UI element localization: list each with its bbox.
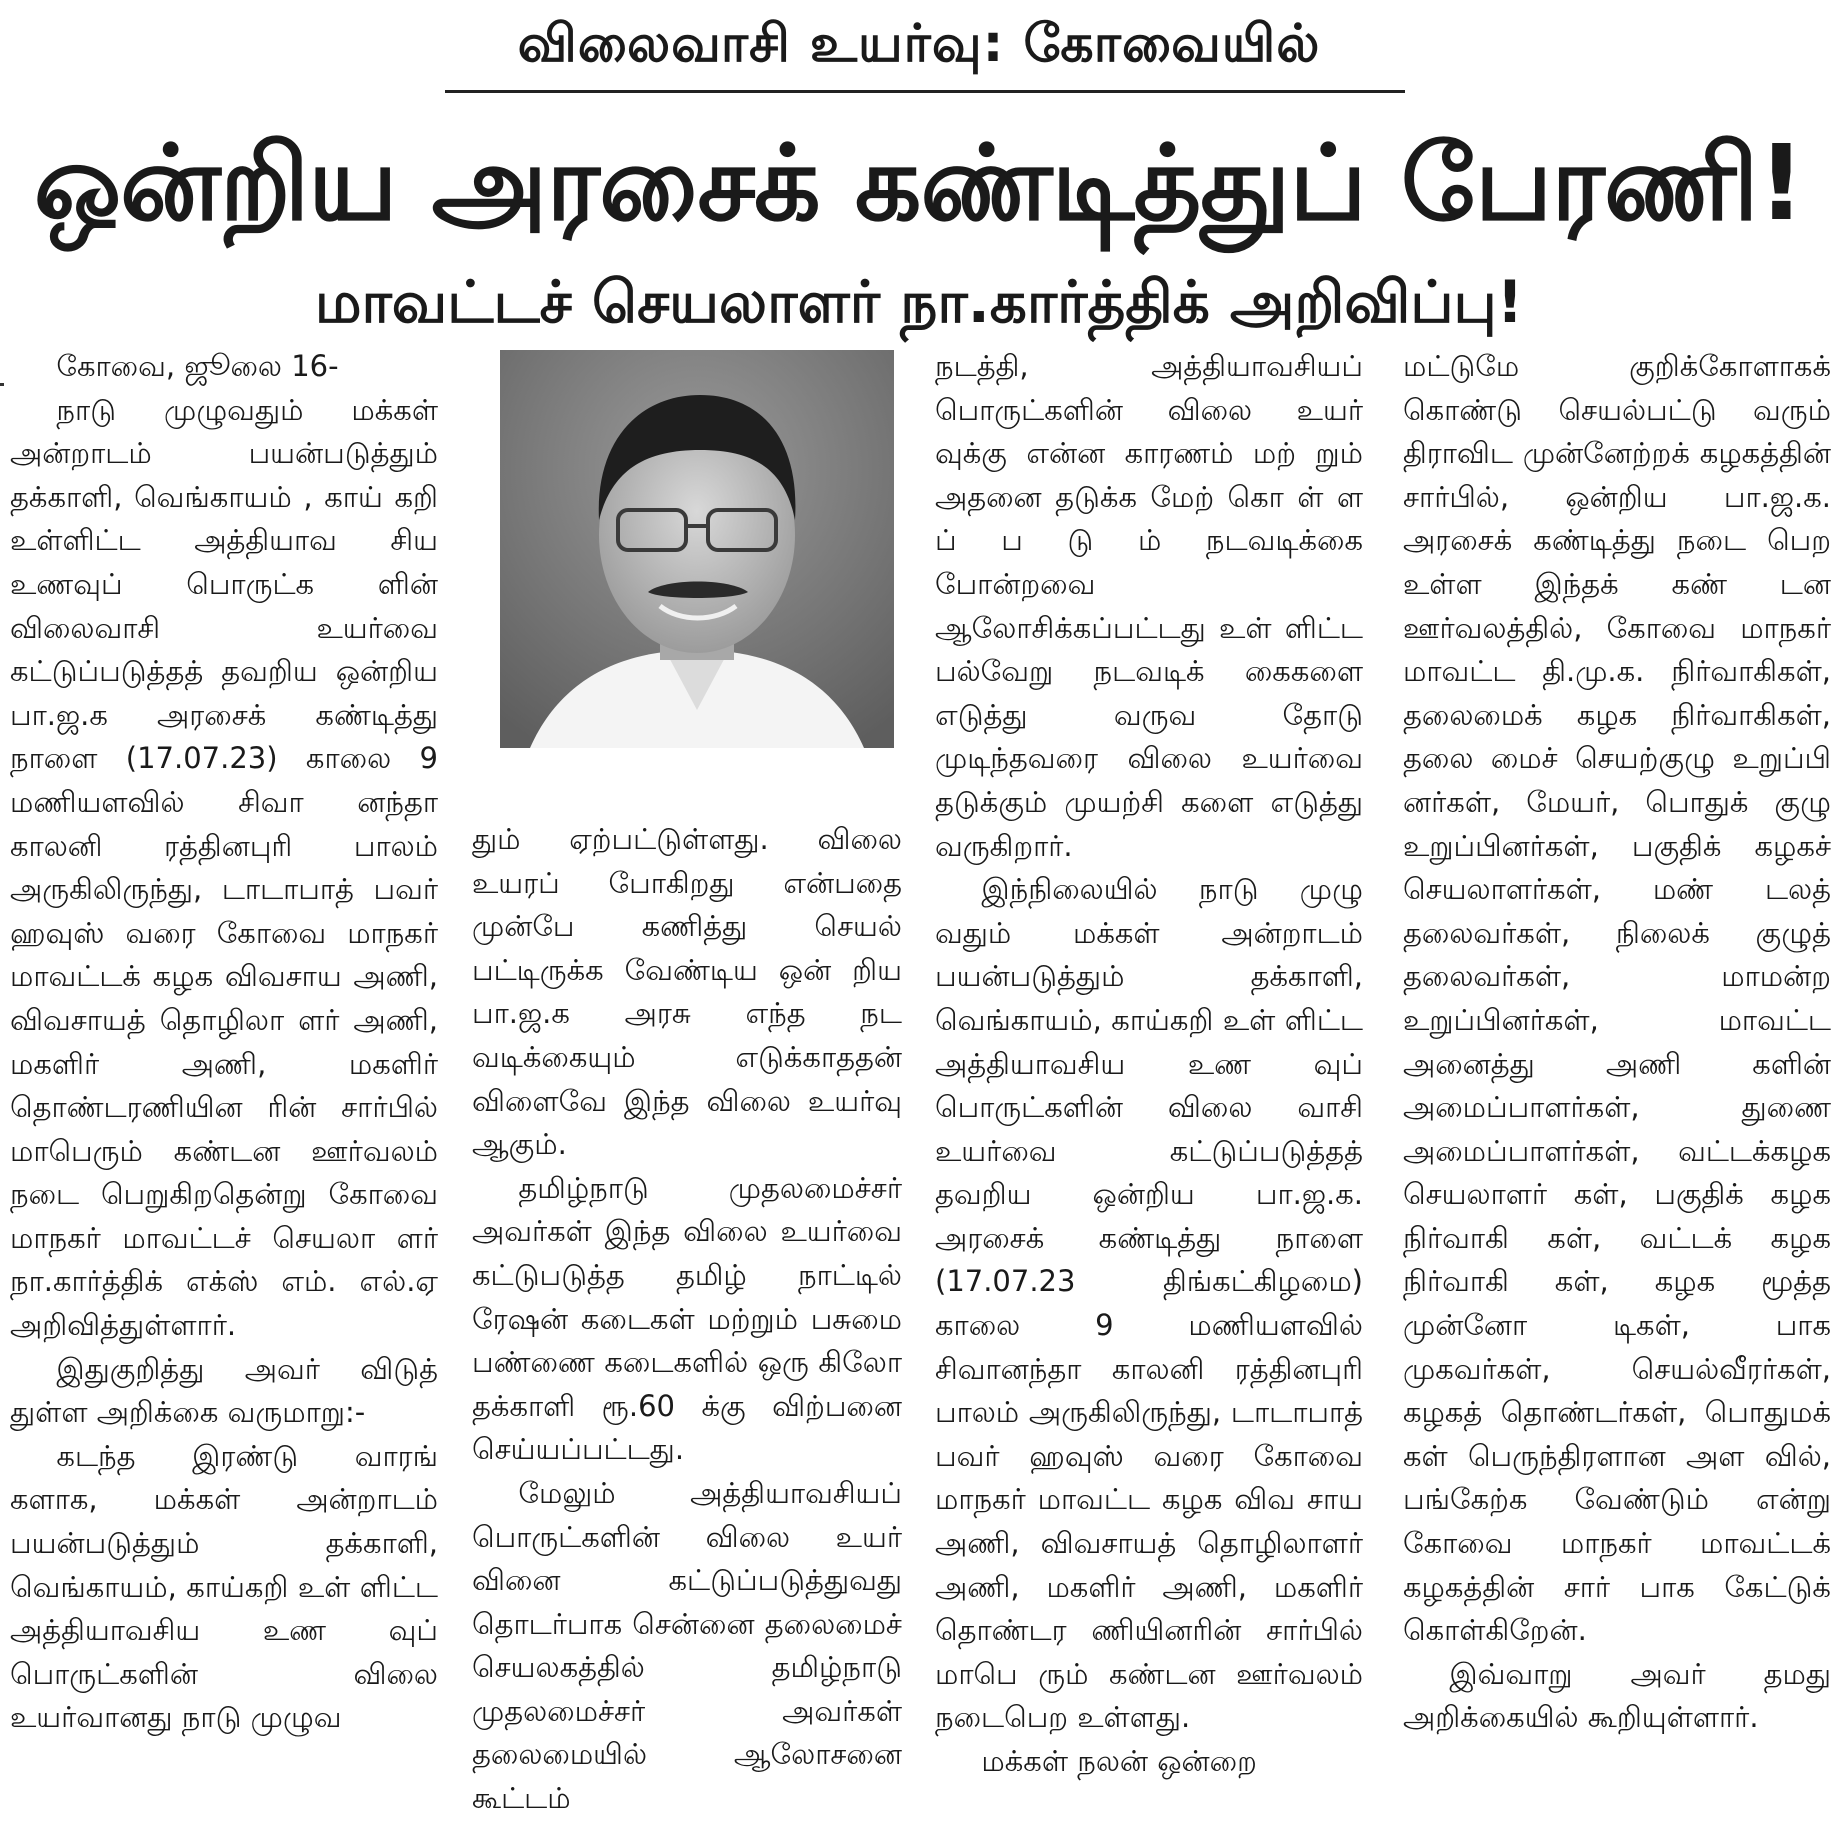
article-paragraph: நாடு முழுவதும் மக்கள் அன்றாடம் பயன்படுத்தும் தக்காளி, வெங்காயம் , காய் கறி உள்ளிட்ட அத்தியாவ சிய உணவுப் பொருட்க ளின் விலைவாசி உயர்வை கட்டுப்படுத்தத் தவறிய ஒன்றிய பா.ஜ.க அரசைக் கண்டித்து நாளை (17.07.23) காலை 9 மணியளவில் சிவா னந்தா காலனி ரத்தினபுரி பாலம் அருகிலிருந்து, டாடாபாத் பவர் ஹவுஸ் வரை கோவை மாநகர் மாவட்டக் கழக விவசாய அணி, விவசாயத் தொழிலா ளர் அணி, மகளிர் அணி, மகளிர் தொண்டரணியின ரின் சார்பில் மாபெரும் கண்டன ஊர்வலம் நடை பெறுகிறதென்று கோவை மாநகர் மாவட்டச் செயலா ளர் நா.கார்த்திக் எக்ஸ் எம். எல்.ஏ அறிவித்துள்ளார். — [10, 392, 438, 1343]
article-paragraph: தும் ஏற்பட்டுள்ளது. விலை உயரப் போகிறது என்பதை முன்பே கணித்து செயல் பட்டிருக்க வேண்டிய ஒன் றிய பா.ஜ.க அரசு எந்த நட வடிக்கையும் எடுக்காததன் விளைவே இந்த விலை உயர்வு ஆகும். — [472, 822, 902, 1162]
article-paragraph: மட்டுமே குறிக்கோளாகக் கொண்டு செயல்பட்டு வரும் திராவிட முன்னேற்றக் கழகத்தின் சார்பில், ஒன்றிய பா.ஜ.க. அரசைக் கண்டித்து நடை பெற உள்ள இந்தக் கண் டன ஊர்வலத்தில், கோவை மாநகர் மாவட்ட தி.மு.க. நிர்வாகிகள், தலைமைக் கழக நிர்வாகிகள், தலை மைச் செயற்குழு உறுப்பி னர்கள், மேயர், பொதுக் குழு உறுப்பினர்கள், பகுதிக் கழகச் செயலாளர்கள், மண் டலத் தலைவர்கள், நிலைக் குழுத் தலைவர்கள், மாமன்ற உறுப்பினர்கள், மாவட்ட அனைத்து அணி களின் அமைப்பாளர்கள், துணை அமைப்பாளர்கள், வட்டக்கழக செயலாளர் கள், பகுதிக் கழக நிர்வாகி கள், வட்டக் கழக நிர்வாகி கள், கழக மூத்த முன்னோ டிகள், பாக முகவர்கள், செயல்வீரர்கள், கழகத் தொண்டர்கள், பொதுமக் கள் பெருந்திரளான அள வில், பங்கேற்க வேண்டும் என்று கோவை மாநகர் மாவட்டக் கழகத்தின் சார் பாக கேட்டுக் கொள்கிறேன். — [1403, 349, 1831, 1648]
article-paragraph: இதுகுறித்து அவர் விடுத் துள்ள அறிக்கை வருமாறு:- — [10, 1351, 438, 1430]
margin-mark — [0, 383, 4, 386]
article-column-3 — [935, 345, 1363, 1784]
article-column-1 — [10, 345, 438, 1740]
main-headline: ஒன்றிய அரசைக் கண்டித்துப் பேரணி! — [33, 122, 1805, 244]
article-column-2 — [472, 818, 902, 1821]
article-paragraph: இந்நிலையில் நாடு முழு வதும் மக்கள் அன்றாடம் பயன்படுத்தும் தக்காளி, வெங்காயம், காய்கறி உள் ளிட்ட அத்தியாவசிய உண வுப் பொருட்களின் விலை வாசி உயர்வை கட்டுப்படுத்தத் தவறிய ஒன்றிய பா.ஜ.க. அரசைக் கண்டித்து நாளை (17.07.23 திங்கட்கிழமை) காலை 9 மணியளவில் சிவானந்தா காலனி ரத்தினபுரி பாலம் அருகிலிருந்து, டாடாபாத் பவர் ஹவுஸ் வரை கோவை மாநகர் மாவட்ட கழக விவ சாய அணி, விவசாயத் தொழிலாளர் அணி, மகளிர் அணி, மகளிர் தொண்டர ணியினரின் சார்பில் மாபெ ரும் கண்டன ஊர்வலம் நடைபெற உள்ளது. — [935, 872, 1363, 1735]
article-column-4 — [1403, 345, 1831, 1740]
dateline-paragraph: கோவை, ஜூலை 16- — [56, 349, 339, 383]
article-paragraph: தமிழ்நாடு முதலமைச்சர் அவர்கள் இந்த விலை உயர்வை கட்டுபடுத்த தமிழ் நாட்டில் ரேஷன் கடைகள் மற்றும் பசுமை பண்ணை கடைகளில் ஒரு கிலோ தக்காளி ரூ.60 க்கு விற்பனை செய்யப்பட்டது. — [472, 1170, 902, 1467]
kicker-divider — [445, 90, 1405, 93]
sub-headline: மாவட்டச் செயலாளர் நா.கார்த்திக் அறிவிப்பு! — [314, 268, 1524, 336]
article-paragraph: மேலும் அத்தியாவசியப் பொருட்களின் விலை உயர் வினை கட்டுப்படுத்துவது தொடர்பாக சென்னை தலைமைச் செயலகத்தில் தமிழ்நாடு முதலமைச்சர் அவர்கள் தலைமையில் ஆலோசனை கூட்டம் — [472, 1475, 902, 1816]
article-paragraph: மக்கள் நலன் ஒன்றை — [981, 1744, 1257, 1778]
portrait-photo-graphic — [500, 350, 894, 748]
article-paragraph: இவ்வாறு அவர் தமது அறிக்கையில் கூறியுள்ளார். — [1403, 1656, 1831, 1735]
article-paragraph: நடத்தி, அத்தியாவசியப் பொருட்களின் விலை உயர் வுக்கு என்ன காரணம் மற் றும் அதனை தடுக்க மேற் கொ ள் ள ப் ப டு ம் நடவடிக்கை போன்றவை ஆலோசிக்கப்பட்டது உள் ளிட்ட பல்வேறு நடவடிக் கைகளை எடுத்து வருவ தோடு முடிந்தவரை விலை உயர்வை தடுக்கும் முயற்சி களை எடுத்து வருகிறார். — [935, 349, 1363, 863]
kicker-headline: விலைவாசி உயர்வு: கோவையில் — [517, 14, 1321, 74]
portrait-photo — [500, 350, 894, 748]
article-paragraph: கடந்த இரண்டு வாரங் களாக, மக்கள் அன்றாடம் பயன்படுத்தும் தக்காளி, வெங்காயம், காய்கறி உள் ளிட்ட அத்தியாவசிய உண வுப் பொருட்களின் விலை உயர்வானது நாடு முழுவ — [10, 1438, 438, 1735]
